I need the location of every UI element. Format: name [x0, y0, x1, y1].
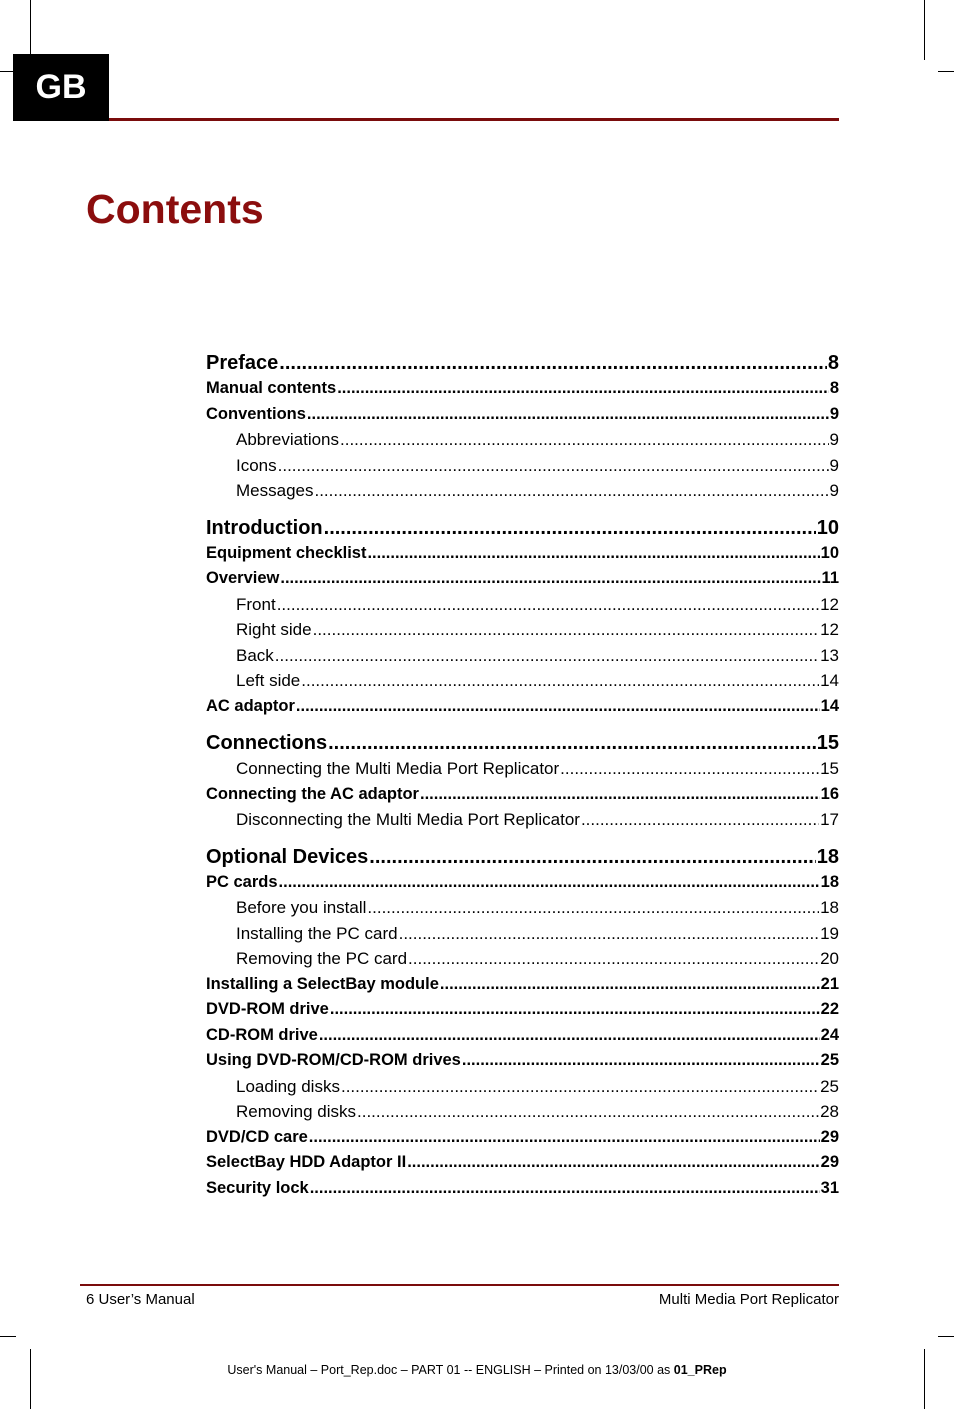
toc-entry[interactable]	[206, 1048, 839, 1074]
toc-dot-leader	[310, 1176, 820, 1202]
toc-dot-leader	[367, 895, 819, 921]
toc-entry-page: 12	[820, 620, 839, 639]
toc-entry[interactable]	[206, 541, 839, 567]
toc-dot-leader	[313, 617, 819, 643]
toc-entry[interactable]	[206, 1125, 839, 1151]
toc-entry-title: Messages	[236, 481, 314, 500]
toc-entry-title: AC adaptor	[206, 696, 295, 715]
toc-entry-page: 9	[829, 455, 839, 475]
toc-entry[interactable]	[206, 478, 839, 504]
toc-dot-leader	[560, 756, 819, 782]
toc-entry-title: CD-ROM drive	[206, 1025, 318, 1044]
toc-entry-page: 8	[827, 352, 839, 374]
toc-entry-page: 16	[820, 784, 839, 803]
toc-dot-leader	[369, 844, 815, 870]
toc-entry-page: 31	[820, 1178, 839, 1197]
toc-entry[interactable]	[206, 946, 839, 972]
toc-dot-leader	[328, 730, 816, 756]
toc-dot-leader	[440, 972, 820, 998]
toc-entry-title: Front	[236, 594, 276, 614]
toc-entry-title: Optional Devices	[206, 845, 369, 868]
toc-entry[interactable]	[206, 756, 839, 782]
toc-entry-title: Connecting the Multi Media Port Replicator	[236, 759, 560, 778]
toc-dot-leader	[367, 541, 819, 567]
toc-dot-leader	[278, 453, 829, 479]
toc-entry-title: Overview	[206, 569, 280, 587]
toc-entry-page: 25	[820, 1076, 839, 1096]
toc-entry-title: Manual contents	[206, 379, 337, 397]
toc-entry[interactable]	[206, 694, 839, 720]
toc-entry[interactable]	[206, 895, 839, 921]
toc-entry-page: 9	[829, 430, 839, 449]
toc-dot-leader	[309, 1125, 820, 1151]
toc-entry-page: 18	[820, 898, 839, 917]
crop-mark-top-right-vertical	[924, 0, 925, 60]
toc-entry[interactable]	[206, 350, 839, 376]
toc-entry[interactable]	[206, 807, 839, 833]
toc-entry[interactable]	[206, 668, 839, 694]
toc-entry-title: Abbreviations	[236, 430, 340, 449]
language-tab-label: GB	[35, 68, 87, 106]
toc-entry[interactable]	[206, 972, 839, 998]
toc-entry[interactable]	[206, 1074, 839, 1100]
toc-dot-leader	[340, 427, 829, 453]
toc-entry[interactable]	[206, 782, 839, 808]
toc-entry-page: 19	[820, 923, 839, 943]
crop-mark-bottom-right-horizontal	[938, 1336, 954, 1337]
toc-dot-leader	[279, 350, 827, 376]
crop-mark-bottom-left-vertical	[30, 1349, 31, 1409]
toc-entry-page: 14	[820, 696, 839, 715]
toc-entry[interactable]	[206, 921, 839, 947]
toc-entry-page: 15	[820, 759, 839, 778]
toc-entry[interactable]	[206, 515, 839, 541]
crop-mark-top-left-vertical	[30, 0, 31, 60]
toc-entry-title: SelectBay HDD Adaptor II	[206, 1153, 407, 1171]
footer-product-name: Multi Media Port Replicator	[658, 1291, 839, 1308]
toc-entry[interactable]	[206, 730, 839, 756]
toc-dot-leader	[324, 515, 816, 541]
toc-entry[interactable]	[206, 566, 839, 592]
toc-entry-page: 17	[820, 810, 839, 829]
toc-entry[interactable]	[206, 1023, 839, 1049]
toc-entry[interactable]	[206, 997, 839, 1023]
language-tab	[13, 54, 109, 121]
toc-dot-leader	[307, 402, 829, 428]
toc-entry-page: 22	[820, 1000, 839, 1018]
toc-entry-title: Security lock	[206, 1178, 309, 1197]
toc-entry-title: Removing disks	[236, 1102, 356, 1121]
toc-entry[interactable]	[206, 844, 839, 870]
toc-dot-leader	[357, 1099, 819, 1125]
toc-entry-title: Installing a SelectBay module	[206, 974, 439, 993]
toc-entry-page: 25	[820, 1051, 839, 1069]
toc-entry-title: Back	[236, 645, 274, 665]
toc-entry-page: 9	[829, 404, 839, 423]
toc-entry-page: 18	[816, 845, 839, 868]
toc-entry-title: Before you install	[236, 898, 367, 917]
toc-dot-leader	[330, 997, 820, 1023]
toc-dot-leader	[337, 376, 829, 402]
toc-dot-leader	[407, 1150, 819, 1176]
toc-entry-title: Introduction	[206, 516, 323, 539]
toc-entry-page: 20	[820, 949, 839, 968]
toc-entry-title: Using DVD-ROM/CD-ROM drives	[206, 1051, 461, 1069]
toc-dot-leader	[279, 870, 820, 896]
toc-entry-page: 29	[820, 1127, 839, 1146]
toc-entry-title: Icons	[236, 455, 277, 475]
page-title: Contents	[86, 186, 264, 232]
print-info-text: User's Manual – Port_Rep.doc – PART 01 -- ENGLISH – Printed on 13/03/00 as	[227, 1363, 674, 1377]
toc-entry-page: 10	[820, 543, 839, 562]
toc-entry-page: 28	[820, 1102, 839, 1121]
toc-entry-page: 12	[820, 594, 839, 614]
crop-mark-top-right-horizontal	[938, 71, 954, 72]
toc-entry-title: Loading disks	[236, 1076, 340, 1096]
toc-entry-page: 29	[820, 1153, 839, 1171]
table-of-contents	[206, 350, 839, 1201]
toc-entry[interactable]	[206, 870, 839, 896]
toc-entry-page: 24	[820, 1025, 839, 1044]
toc-entry-title: DVD-ROM drive	[206, 1000, 329, 1018]
toc-dot-leader	[462, 1048, 820, 1074]
toc-entry-title: Conventions	[206, 404, 306, 423]
toc-entry[interactable]	[206, 1176, 839, 1202]
print-info-code: 01_PRep	[673, 1363, 727, 1377]
toc-entry-title: DVD/CD care	[206, 1127, 308, 1146]
toc-entry[interactable]	[206, 1150, 839, 1176]
toc-entry[interactable]	[206, 1099, 839, 1125]
toc-dot-leader	[408, 946, 819, 972]
footer-rule	[80, 1284, 839, 1286]
toc-entry[interactable]	[206, 427, 839, 453]
toc-dot-leader	[399, 921, 819, 947]
toc-dot-leader	[301, 668, 819, 694]
toc-entry-title: Left side	[236, 671, 301, 690]
toc-entry-title: Connecting the AC adaptor	[206, 784, 419, 803]
toc-entry-page: 14	[820, 671, 839, 690]
toc-entry-page: 11	[821, 569, 839, 587]
toc-entry-page: 9	[829, 481, 839, 500]
toc-dot-leader	[314, 478, 828, 504]
header-rule	[109, 118, 839, 121]
crop-mark-bottom-left-horizontal	[0, 1336, 16, 1337]
crop-mark-bottom-right-vertical	[924, 1349, 925, 1409]
toc-dot-leader	[341, 1074, 819, 1100]
toc-dot-leader	[275, 643, 819, 669]
toc-entry-page: 13	[820, 645, 839, 665]
toc-entry-title: PC cards	[206, 872, 278, 891]
toc-entry-page: 18	[820, 872, 839, 891]
toc-entry-page: 8	[829, 379, 839, 397]
toc-dot-leader	[420, 782, 820, 808]
print-info	[0, 1363, 954, 1377]
toc-entry-page: 15	[816, 732, 839, 754]
toc-entry-title: Preface	[206, 352, 279, 374]
toc-entry[interactable]	[206, 402, 839, 428]
toc-entry[interactable]	[206, 643, 839, 669]
toc-entry-page: 10	[816, 516, 839, 539]
toc-entry-title: Right side	[236, 620, 312, 639]
toc-entry-title: Removing the PC card	[236, 949, 408, 968]
toc-entry-page: 21	[820, 974, 839, 993]
toc-dot-leader	[581, 807, 819, 833]
toc-entry-title: Connections	[206, 732, 328, 754]
toc-entry-title: Equipment checklist	[206, 543, 367, 562]
toc-entry[interactable]	[206, 376, 839, 402]
toc-dot-leader	[277, 592, 819, 618]
footer-page-label: 6 User’s Manual	[86, 1291, 195, 1308]
toc-entry-title: Installing the PC card	[236, 923, 398, 943]
toc-entry[interactable]	[206, 453, 839, 479]
toc-entry-title: Disconnecting the Multi Media Port Replicator	[236, 810, 580, 829]
toc-entry[interactable]	[206, 592, 839, 618]
toc-dot-leader	[280, 566, 820, 592]
toc-entry[interactable]	[206, 617, 839, 643]
toc-dot-leader	[319, 1023, 820, 1049]
toc-dot-leader	[296, 694, 820, 720]
